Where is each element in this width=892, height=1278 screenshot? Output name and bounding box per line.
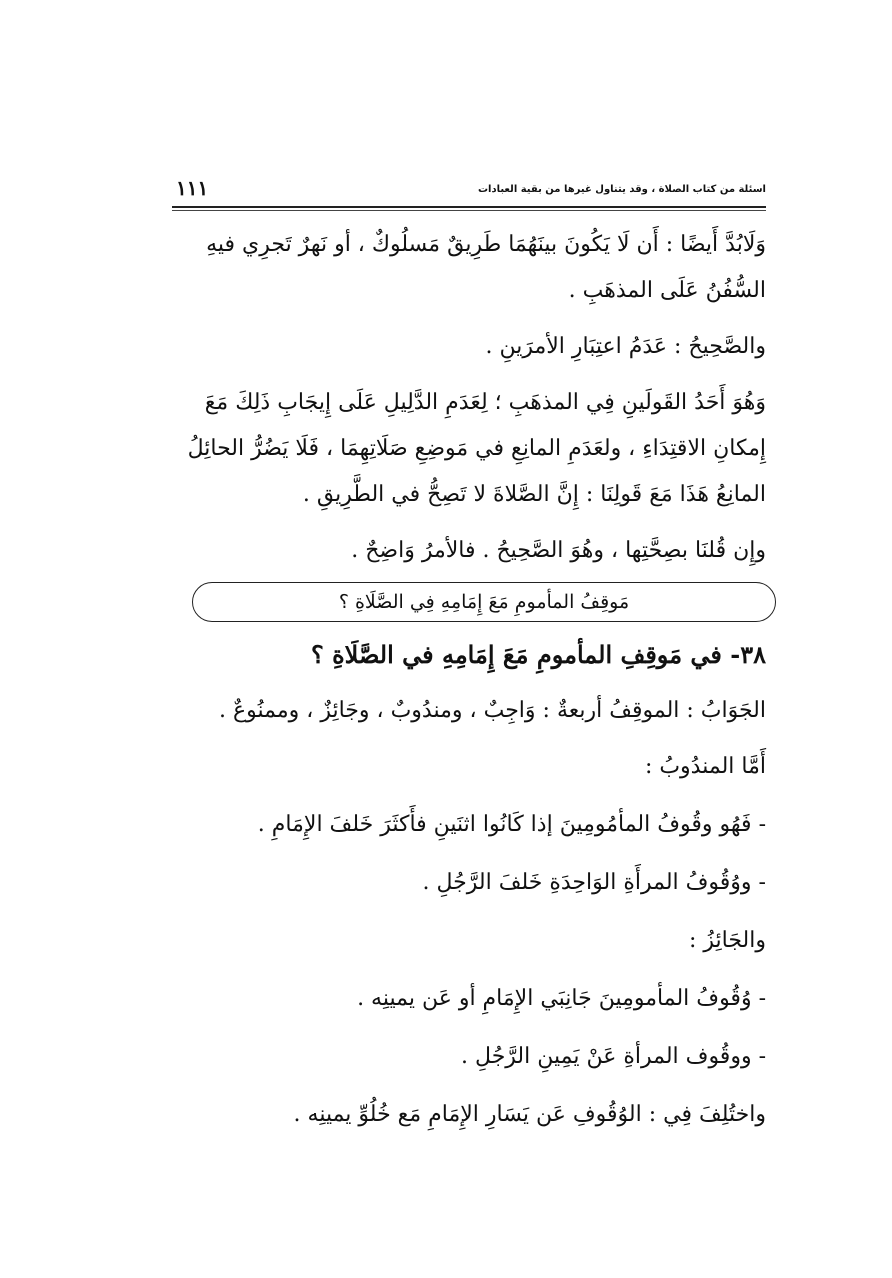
page-header	[172, 176, 766, 204]
list-item: - وُقُوفُ المأمومِينَ جَانِبَي الإِمَامِ أو عَن يمينِه .	[357, 986, 766, 1011]
list-item: - ووُقُوفُ المرأَةِ الوَاحِدَةِ خَلفَ الرَّجُلِ .	[422, 870, 766, 895]
paragraph: وإِن قُلنَا بصِحَّتِها ، وهُوَ الصَّحِيحُ . فالأمرُ وَاضِحٌ .	[351, 538, 766, 563]
paragraph: واختُلِفَ فِي : الوُقُوفِ عَن يَسَارِ الإِمَامِ مَع خُلُوِّ يمينِه .	[293, 1102, 766, 1127]
paragraph: وَلَابُدَّ أَيضًا : أَن لَا يَكُونَ بينَهُمَا طَرِيقٌ مَسلُوكٌ ، أو نَهرٌ تَجرِي فيهِ السُّفُنُ عَلَى المذهَبِ .	[206, 232, 766, 303]
answer-line: الجَوَابُ : الموقِفُ أربعةٌ : وَاجِبٌ ، ومندُوبٌ ، وجَائِزٌ ، وممنُوعٌ .	[218, 698, 766, 723]
question-title: ٣٨- في مَوقِفِ المأمومِ مَعَ إِمَامِهِ في الصَّلَاةِ ؟	[310, 640, 766, 669]
paragraph: والصَّحِيحُ : عَدَمُ اعتِبَارِ الأمرَينِ .	[485, 334, 766, 359]
recommended-heading: أَمَّا المندُوبُ :	[644, 754, 766, 779]
header-rule-thin	[172, 210, 766, 211]
paragraph: وَهُوَ أَحَدُ القَولَينِ فِي المذهَبِ ؛ لِعَدَمِ الدَّلِيلِ عَلَى إِيجَابِ ذَلِكَ مَعَ إِمكانِ الاقتِدَاءِ ، ولعَدَمِ المانِعِ في مَوضِعِ صَلَاتِهِمَا ، فَلَا يَضُرُّ الحائِلُ المانِعُ هَذَا مَعَ قَولِنَا : إِنَّ الصَّلاةَ لا تَصِحُّ في الطَّرِيقِ .	[187, 390, 766, 507]
permitted-heading: والجَائِزُ :	[688, 928, 766, 953]
running-title: اسئلة من كتاب الصلاة ، وقد يتناول غيرها من بقية العبادات	[477, 184, 766, 195]
page-number: ١١١	[176, 176, 209, 200]
header-rule	[172, 206, 766, 208]
list-item: - فَهُو وقُوفُ المأمُومِينَ إذا كَانُوا اثنَينِ فأَكثَرَ خَلفَ الإِمَامِ .	[257, 812, 766, 837]
section-heading-box: مَوقِفُ المأمومِ مَعَ إِمَامِهِ فِي الصَّلَاةِ ؟	[192, 582, 776, 622]
page-body	[176, 222, 766, 1138]
list-item: - ووقُوف المرأةِ عَنْ يَمِينِ الرَّجُلِ .	[461, 1044, 766, 1069]
